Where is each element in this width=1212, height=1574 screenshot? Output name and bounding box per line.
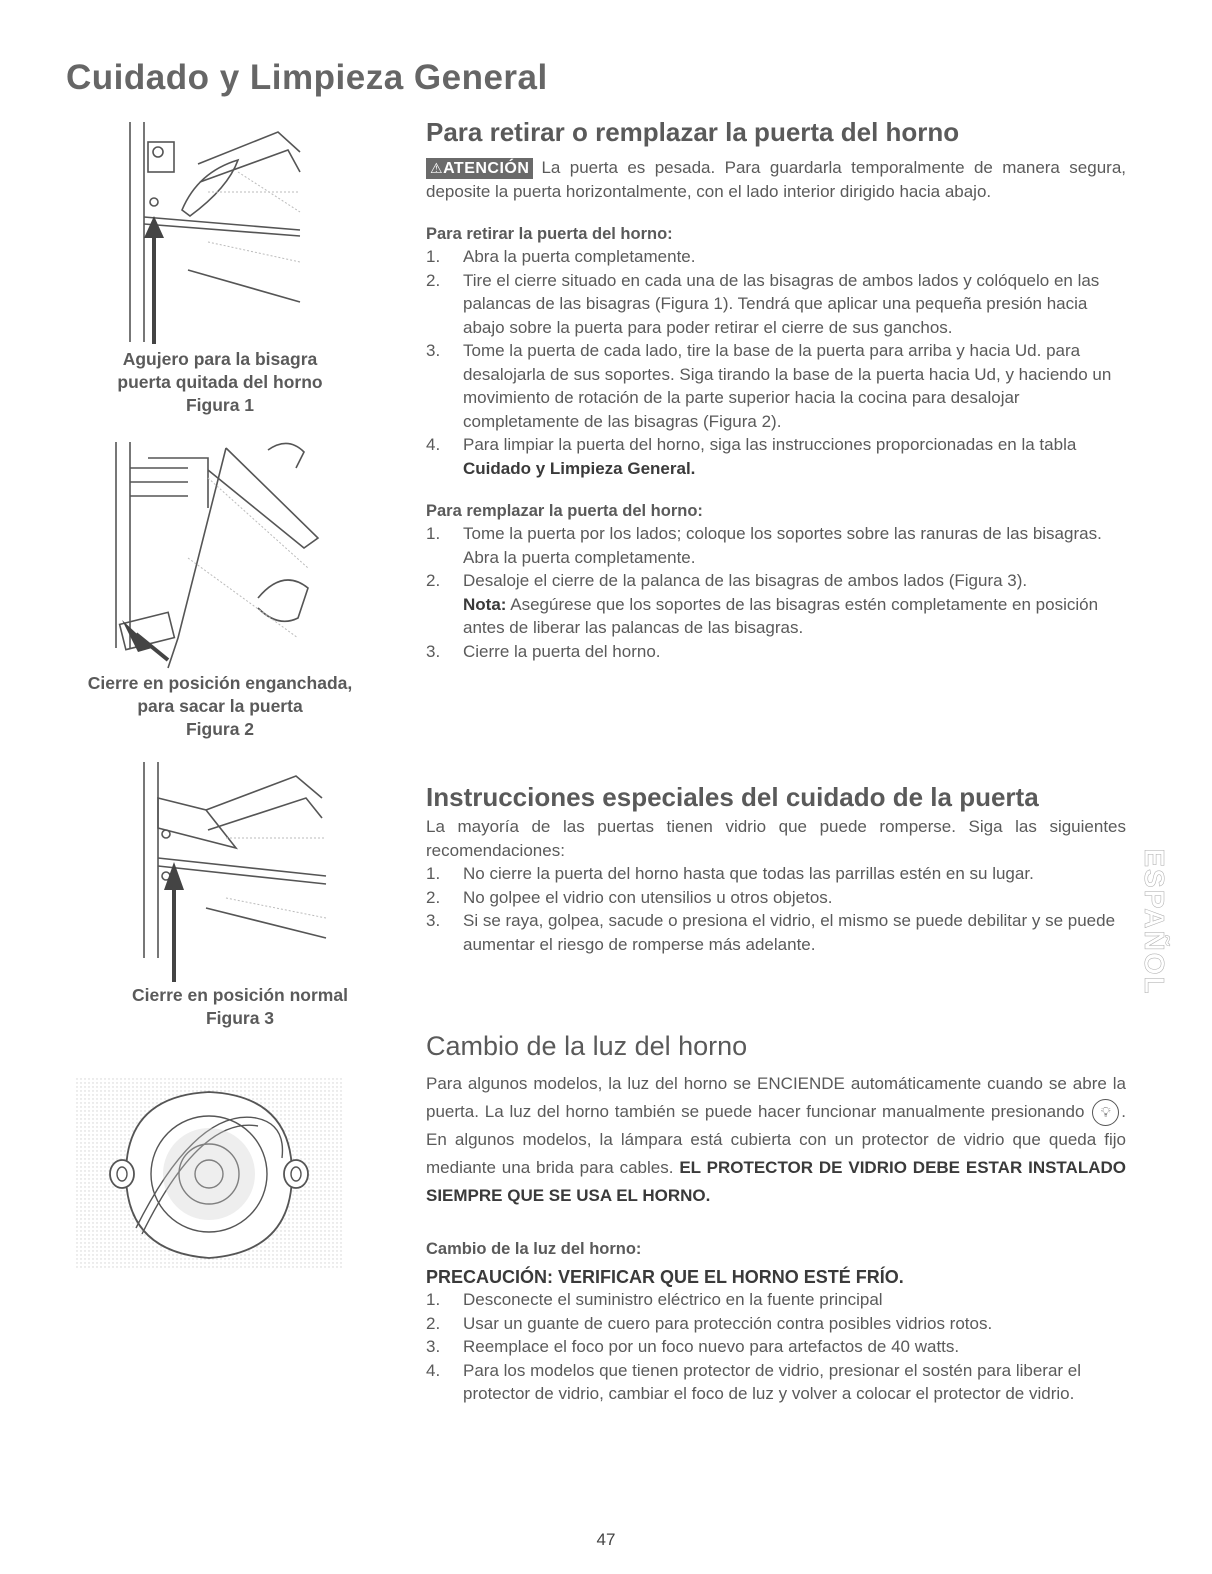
- figure-1-label: Figura 1: [185, 395, 255, 415]
- note-text: Asegúrese que los soportes de las bisagras estén completamente en posición antes de liberar las palancas de las bisagras.: [463, 594, 1099, 637]
- warning-triangle-icon: ⚠: [430, 160, 444, 176]
- note-label: Nota:: [463, 594, 507, 614]
- list-item: 1. Desconecte el suministro eléctrico en la fuente principal: [426, 1290, 883, 1310]
- light-bulb-icon: 💡︎: [1092, 1099, 1119, 1126]
- list-item: 4. Para limpiar la puerta del horno, siga las instrucciones proporcionadas en la tabla Cuidado y Limpieza General.: [426, 435, 1077, 478]
- figure-2-caption: [50, 672, 390, 741]
- oven-light-paragraph: [426, 1070, 1126, 1210]
- remove-door-steps: [426, 245, 1126, 480]
- change-light-steps: [426, 1288, 1126, 1406]
- figure-1-illustration: [118, 112, 318, 347]
- oven-light-section: [426, 1030, 1126, 1406]
- figure-2-illustration: [108, 438, 320, 670]
- list-item: 4. Para los modelos que tienen protector de vidrio, presionar el sostén para liberar el protector de vidrio, cambiar el foco de luz y volver a colocar el protector de vidrio.: [426, 1360, 1082, 1404]
- change-light-heading: Cambio de la luz del horno:: [426, 1240, 642, 1259]
- figure-1-caption: [70, 348, 370, 417]
- special-care-steps: [426, 862, 1126, 956]
- list-item: 1. Tome la puerta por los lados; coloque los soportes sobre las ranuras de las bisagras. Abra la puerta completamente.: [426, 524, 1102, 567]
- list-item: 2. Tire el cierre situado en cada una de las bisagras de ambos lados y colóquelo en las palancas de las bisagras (Figura 1). Tendrá que aplicar una pequeña presión hacia abajo sobre la puerta para poder retirar el cierre de sus ganchos.: [426, 270, 1100, 337]
- page-number: 47: [596, 1530, 616, 1549]
- special-care-intro: La mayoría de las puertas tienen vidrio que puede romperse. Siga las siguientes recomendaciones:: [426, 817, 1126, 860]
- warning-badge: [426, 158, 533, 179]
- figure-3-caption-line1: Cierre en posición normal: [132, 985, 348, 1005]
- warning-badge-label: ATENCIÓN: [443, 160, 530, 177]
- door-removal-section: [426, 116, 1126, 663]
- list-item: 3. Tome la puerta de cada lado, tire la base de la puerta para arriba y hacia Ud. para desalojarla de sus soportes. Siga tirando la base de la puerta hacia Ud, y haciendo un movimiento de rotación de la parte superior hacia la cocina para desalojar completamente de las bisagras (Figura 2).: [426, 341, 1112, 431]
- list-item: 3. Reemplace el foco por un foco nuevo para artefactos de 40 watts.: [426, 1337, 960, 1357]
- list-item: 2. Usar un guante de cuero para protección contra posibles vidrios rotos.: [426, 1313, 993, 1333]
- remove-door-heading: Para retirar la puerta del horno:: [426, 225, 673, 243]
- figure-2-caption-line2: para sacar la puerta: [137, 696, 303, 716]
- figure-1-caption-line2: puerta quitada del horno: [117, 372, 323, 392]
- language-side-tab: [1134, 838, 1174, 1006]
- special-care-title: Instrucciones especiales del cuidado de la puerta: [426, 782, 1039, 812]
- replace-door-steps: [426, 522, 1126, 663]
- glass-shield-warning: EL PROTECTOR DE VIDRIO DEBE ESTAR INSTALADO SIEMPRE QUE SE USA EL HORNO.: [426, 1158, 1126, 1206]
- oven-light-paragraph-part2: . En algunos modelos, la lámpara está cubierta con un protector de vidrio que queda fijo mediante una brida para cables.: [426, 1102, 1126, 1178]
- figure-3-caption: [70, 984, 410, 1030]
- care-table-reference: Cuidado y Limpieza General.: [463, 458, 696, 478]
- special-care-section: [426, 781, 1126, 956]
- figure-2-caption-line1: Cierre en posición enganchada,: [87, 673, 353, 693]
- list-item: 1. Abra la puerta completamente.: [426, 247, 696, 266]
- figure-3-illustration: [136, 758, 336, 983]
- list-item: 2. Desaloje el cierre de la palanca de las bisagras de ambos lados (Figura 3). Nota: Asegúrese que los soportes de las bisagras estén completamente en posición antes de liberar las palancas de las bisagras.: [426, 571, 1099, 637]
- oven-light-illustration: [76, 1078, 342, 1270]
- figure-3-label: Figura 3: [205, 1008, 275, 1028]
- list-item: 2. No golpee el vidrio con utensilios u otros objetos.: [426, 887, 833, 907]
- replace-door-heading: Para remplazar la puerta del horno:: [426, 502, 703, 520]
- oven-light-title: Cambio de la luz del horno: [426, 1031, 748, 1061]
- door-section-title: Para retirar o remplazar la puerta del horno: [426, 117, 960, 147]
- list-item: 3. Si se raya, golpea, sacude o presiona el vidrio, el mismo se puede debilitar y se puede aumentar el riesgo de romperse más adelante.: [426, 911, 1116, 954]
- list-item: 1. No cierre la puerta del horno hasta que todas las parrillas estén en su lugar.: [426, 864, 1034, 883]
- warning-text: La puerta es pesada. Para guardarla temporalmente de manera segura, deposite la puerta horizontalmente, con el lado interior dirigido hacia abajo.: [426, 158, 1126, 201]
- warning-paragraph: [426, 156, 1126, 203]
- figure-2-label: Figura 2: [185, 719, 255, 739]
- figure-1-caption-line1: Agujero para la bisagra: [122, 349, 318, 369]
- list-item: 3. Cierre la puerta del horno.: [426, 641, 661, 661]
- page-title: Cuidado y Limpieza General: [66, 58, 548, 97]
- oven-light-paragraph-part1: Para algunos modelos, la luz del horno se ENCIENDE automáticamente cuando se abre la puerta. La luz del horno también se puede hacer funcionar manualmente presionando: [426, 1074, 1126, 1121]
- language-side-tab-label: ESPAÑOL: [1139, 848, 1170, 996]
- caution-heading: PRECAUCIÓN: VERIFICAR QUE EL HORNO ESTÉ FRÍO.: [426, 1267, 904, 1288]
